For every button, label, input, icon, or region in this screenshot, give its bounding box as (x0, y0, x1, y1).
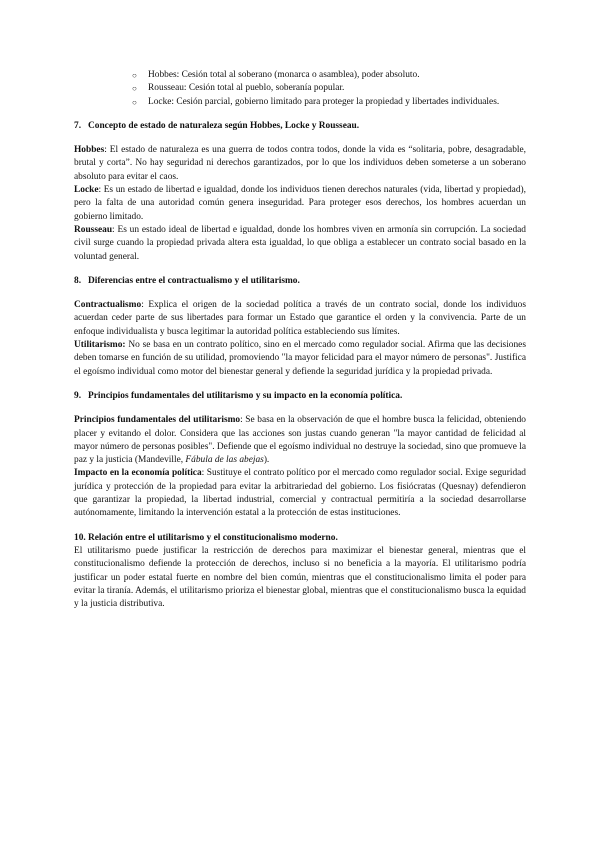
list-item-text: Locke: Cesión parcial, gobierno limitado para proteger la propiedad y libertades individuales. (148, 96, 500, 107)
section-title: Concepto de estado de naturaleza según Hobbes, Locke y Rousseau. (88, 120, 360, 131)
list-item (132, 69, 526, 82)
list-item-text: Rousseau: Cesión total al pueblo, soberanía popular. (148, 83, 345, 94)
impact-paragraph (74, 467, 526, 520)
term-label: Rousseau (74, 224, 113, 235)
section-number: 9. (74, 390, 82, 401)
circle-bullet-icon: ○ (132, 97, 137, 107)
paragraph-text: : Se basa en la observación de que el hombre busca la felicidad, obteniendo placer y evitando el dolor. Considera que las acciones son justas cuando generan "la mayor cantidad de felicidad al mayor número de personas posibles". Defiende que el egoísmo individual no destruye la sociedad, sino que promueve la paz y la justicia (Mandeville, (74, 415, 526, 466)
paragraph-text-end: ). (263, 455, 270, 466)
term-label: Contractualismo (74, 300, 142, 311)
term-label: Principios fundamentales del utilitarismo (74, 415, 241, 426)
list-item-text: Hobbes: Cesión total al soberano (monarca o asamblea), poder absoluto. (148, 70, 420, 80)
principles-paragraph (74, 414, 526, 467)
section-9-heading (74, 390, 526, 403)
book-title: Fábula de las abejas (185, 455, 264, 466)
contractualism-paragraph (74, 299, 526, 339)
hobbes-paragraph (74, 144, 526, 184)
paragraph-text: : Explica el origen de la sociedad política a través de un contrato social, donde los individuos acuerdan ceder parte de sus libertades para formar un Estado que garantice el orden y la convivencia. Parte de un enfoque individualista y busca legitimar la autoridad política estableciendo sus límites. (74, 300, 526, 337)
section-number: 7. (74, 120, 82, 131)
paragraph-text: : El estado de naturaleza es una guerra de todos contra todos, donde la vida es “solitaria, pobre, desagradable, brutal y corta”. No hay seguridad ni derechos garantizados, por lo que los individuos deben someterse a un soberano absoluto para evitar el caos. (74, 145, 526, 182)
section-title: Relación entre el utilitarismo y el constitucionalismo moderno. (88, 532, 338, 543)
cession-list (132, 69, 526, 109)
section-number: 10. (74, 532, 86, 543)
section-number: 8. (74, 275, 82, 286)
section-8-heading (74, 275, 526, 288)
circle-bullet-icon: ○ (132, 71, 137, 80)
relation-paragraph: El utilitarismo puede justificar la restricción de derechos para maximizar el bienestar general, mientras que el constitucionalismo defiende la protección de derechos, incluso si no beneficia a la mayoría. El utilitarismo podría justificar un poder estatal fuerte en nombre del bien común, mientras que el constitucionalismo limita el poder para evitar la tiranía. Además, el utilitarismo prioriza el bienestar global, mientras que el constitucionalismo busca la equidad y la justicia distributiva. (74, 545, 526, 610)
section-title: Diferencias entre el contractualismo y el utilitarismo. (88, 275, 300, 286)
locke-paragraph (74, 184, 526, 224)
section-7-heading (74, 120, 526, 133)
utilitarianism-paragraph (74, 339, 526, 379)
rousseau-paragraph (74, 224, 526, 264)
term-label: Hobbes (74, 145, 105, 156)
list-item (132, 96, 526, 109)
paragraph-text: : Es un estado ideal de libertad e igualdad, donde los hombres viven en armonía sin corrupción. La sociedad civil surge cuando la propiedad privada altera esta igualdad, lo que obliga a establecer un contrato social basado en la voluntad general. (74, 224, 526, 262)
section-10-heading (74, 532, 526, 545)
circle-bullet-icon: ○ (132, 84, 137, 94)
page-content (74, 69, 526, 611)
section-title: Principios fundamentales del utilitarismo y su impacto en la economía política. (88, 390, 403, 401)
term-label: Locke (74, 185, 99, 196)
paragraph-text: No se basa en un contrato político, sino en el mercado como regulador social. Afirma que las decisiones deben tomarse en función de su utilidad, promoviendo "la mayor felicidad para el mayor número de personas". Justifica el egoísmo individual como motor del bienestar general y defiende la seguridad jurídica y la propiedad privada. (74, 340, 526, 377)
list-item (132, 82, 526, 95)
term-label: Utilitarismo: (74, 340, 126, 351)
term-label: Impacto en la economía política (74, 468, 202, 479)
paragraph-text: : Sustituye el contrato político por el mercado como regulador social. Exige seguridad jurídica y protección de la propiedad para evitar la arbitrariedad del gobierno. Los fisiócratas (Quesnay) defendieron que garantizar la propiedad, la libertad industrial, comercial y contractual permitiría a la sociedad desarrollarse autónomamente, limitando la intervención estatal a la protección de estas instituciones. (74, 468, 526, 519)
paragraph-text: : Es un estado de libertad e igualdad, donde los individuos tienen derechos naturales (vida, libertad y propiedad), pero la falta de una autoridad común genera inseguridad. Para proteger esos derechos, los hombres acuerdan un gobierno limitado. (74, 185, 526, 222)
